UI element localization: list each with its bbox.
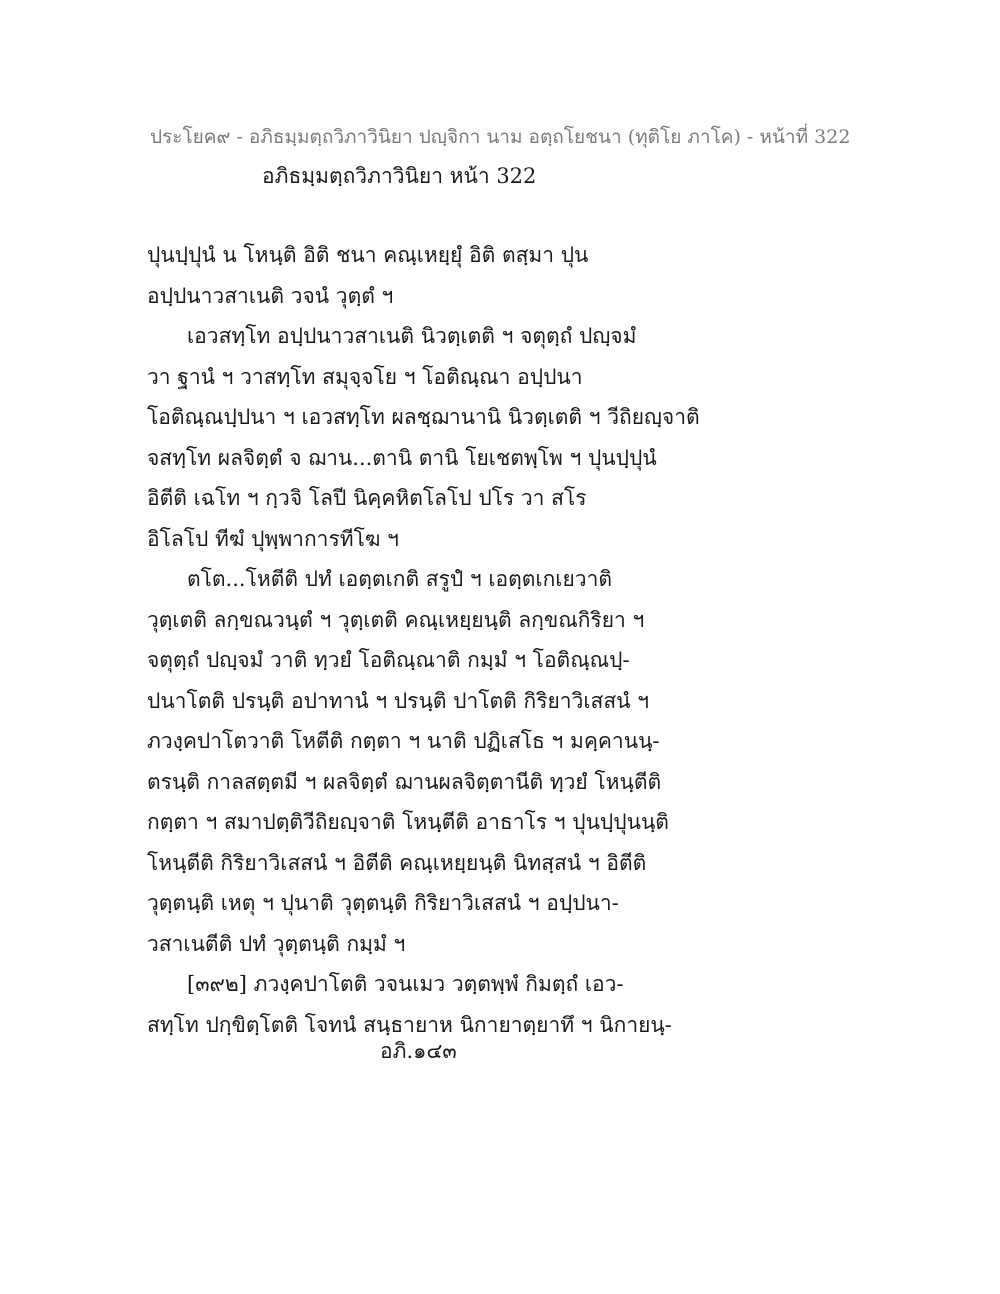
text-line: เอวสทฺโท อปฺปนาวสาเนติ นิวตฺเตติ ฯ จตุตฺถํ ปญฺจมํ bbox=[187, 324, 637, 348]
page-title: อภิธมฺมตฺถวิภาวินิยา หน้า 322 bbox=[262, 164, 537, 188]
text-line: วุตฺเตติ ลกฺขณวนฺตํ ฯ วุตฺเตติ คณฺเหยฺยนฺติ ลกฺขณกิริยา ฯ bbox=[147, 607, 645, 632]
text-line: สทฺโท ปกฺขิตฺโตติ โจทนํ สนฺธายาห นิกายาตฺยาทึ ฯ นิกายนฺ- bbox=[147, 1012, 672, 1037]
text-line: วุตฺตนฺติ เหตุ ฯ ปุนาติ วุตฺตนฺติ กิริยาวิเสสนํ ฯ อปฺปนา- bbox=[147, 891, 619, 915]
text-line: อิตีติ เฉโท ฯ กฺวจิ โลปี นิคฺคหิตโลโป ปโร วา สโร bbox=[147, 486, 587, 510]
text-line: วา ฐานํ ฯ วาสทฺโท สมุจฺจโย ฯ โอติณฺณา อปฺปนา bbox=[147, 364, 583, 389]
footer-mark: อภิ.๑๔๓ bbox=[380, 1039, 457, 1063]
text-line: ภวงฺคปาโตวาติ โหตีติ กตฺตา ฯ นาติ ปฏิเสโธ ฯ มคฺคานนฺ- bbox=[147, 729, 660, 753]
text-line: โหนฺตีติ กิริยาวิเสสนํ ฯ อิตีติ คณฺเหยฺยนฺติ นิทสฺสนํ ฯ อิตีติ bbox=[147, 850, 647, 875]
body-text bbox=[147, 235, 867, 1045]
text-line: [๓๙๒] ภวงฺคปาโตติ วจนเมว วตฺตพฺพํ กิมตฺถํ เอว- bbox=[187, 972, 624, 996]
text-line: ตรนฺติ กาลสตฺตมี ฯ ผลจิตฺตํ ฌานผลจิตฺตานีติ ทฺวยํ โหนฺตีติ bbox=[147, 769, 662, 794]
text-line: โอติณฺณปฺปนา ฯ เอวสทฺโท ผลชฺฌานานิ นิวตฺเตติ ฯ วีถิยญฺจาติ bbox=[147, 405, 700, 429]
text-line: ปนาโตติ ปรนฺติ อปาทานํ ฯ ปรนฺติ ปาโตติ กิริยาวิเสสนํ ฯ bbox=[147, 688, 650, 713]
text-line: ตโต...โหตีติ ปทํ เอตฺตเกติ สรูปํ ฯ เอตฺตเกเยวาติ bbox=[187, 567, 613, 591]
text-line: จสทฺโท ผลจิตฺตํ จ ฌาน...ตานิ ตานิ โยเชตพฺโพ ฯ ปุนปฺปุนํ bbox=[147, 445, 657, 470]
text-line: ปุนปฺปุนํ น โหนฺติ อิติ ชนา คณฺเหยฺยุํ อิติ ตสฺมา ปุน bbox=[147, 243, 589, 267]
text-line: อปฺปนาวสาเนติ วจนํ วุตฺตํ ฯ bbox=[147, 283, 394, 308]
running-header: ประโยค๙ - อภิธมฺมตฺถวิภาวินิยา ปญฺจิกา นาม อตฺถโยชนา (ทุติโย ภาโค) - หน้าที่ 322 bbox=[150, 126, 851, 148]
text-line: กตฺตา ฯ สมาปตฺติวีถิยญฺจาติ โหนฺตีติ อาธาโร ฯ ปุนปฺปุนนฺติ bbox=[147, 810, 669, 834]
text-line: วสาเนตีติ ปทํ วุตฺตนฺติ กมฺมํ ฯ bbox=[147, 931, 406, 956]
text-line: อิโลโป ทีฆํ ปุพฺพาการทีโฆ ฯ bbox=[147, 526, 399, 551]
text-line: จตุตฺถํ ปญฺจมํ วาติ ทฺวยํ โอติณฺณาติ กมฺมํ ฯ โอติณฺณปฺ- bbox=[147, 648, 630, 672]
